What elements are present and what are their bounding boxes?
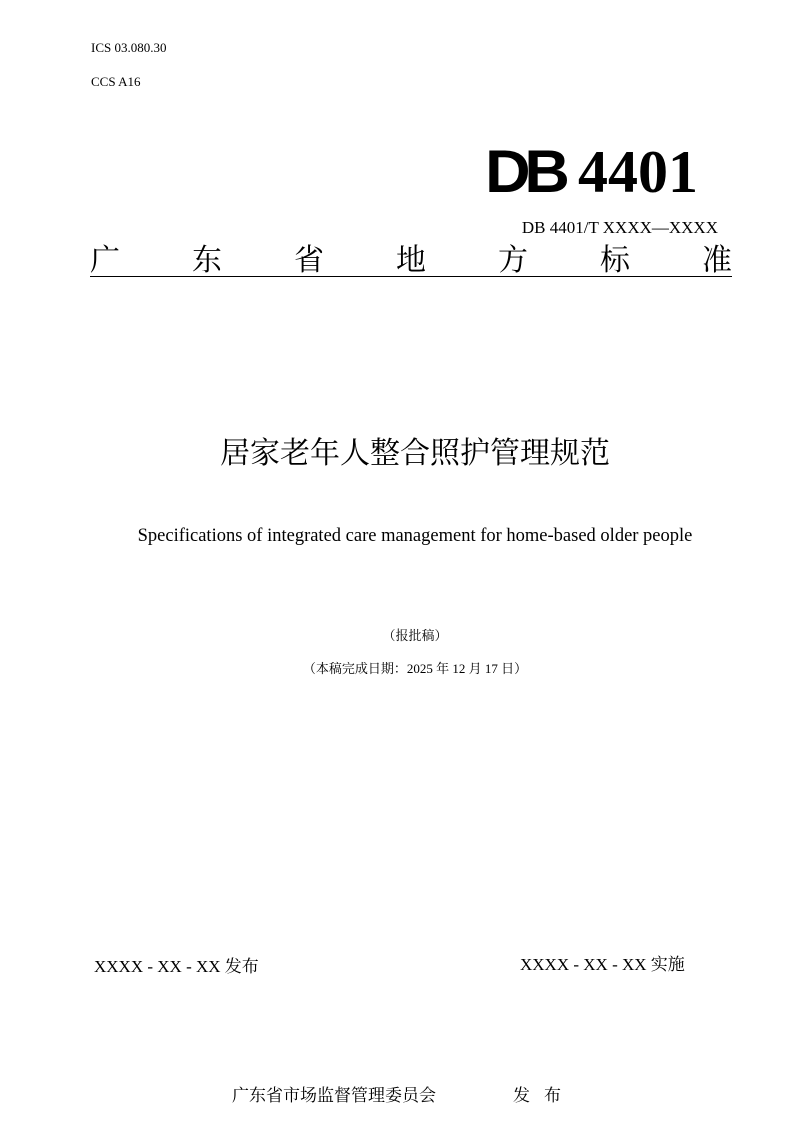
standard-type-char: 方 [498, 243, 528, 278]
implementation-date: XXXX - XX - XX 实施 [520, 955, 685, 974]
document-title-cn: 居家老年人整合照护管理规范 [220, 436, 610, 471]
ccs-code: CCS A16 [91, 74, 141, 89]
standard-type-char: 地 [396, 243, 426, 278]
standard-type-char: 标 [600, 243, 630, 278]
db-logo-letters: DB [485, 138, 564, 205]
header-divider [90, 276, 732, 277]
db-logo-code: 4401 [578, 139, 698, 205]
standard-type-char: 准 [702, 243, 732, 278]
document-title-en: Specifications of integrated care management for home-based older people [137, 526, 693, 546]
release-date: XXXX - XX - XX 发布 [94, 957, 259, 976]
issuing-authority: 广东省市场监督管理委员会 [232, 1086, 436, 1106]
completion-date: （本稿完成日期：2025 年 12 月 17 日） [302, 661, 528, 676]
standard-type-char: 省 [294, 243, 324, 278]
ics-code: ICS 03.080.30 [91, 40, 167, 55]
standard-type-char: 广 [90, 243, 120, 278]
issue-label: 发布 [513, 1086, 575, 1106]
standard-number: DB 4401/T XXXX—XXXX [521, 218, 718, 237]
db-standard-logo [487, 132, 698, 212]
draft-status: （报批稿） [382, 628, 448, 643]
standard-type-char: 东 [192, 243, 222, 278]
standard-type-heading [90, 244, 732, 278]
